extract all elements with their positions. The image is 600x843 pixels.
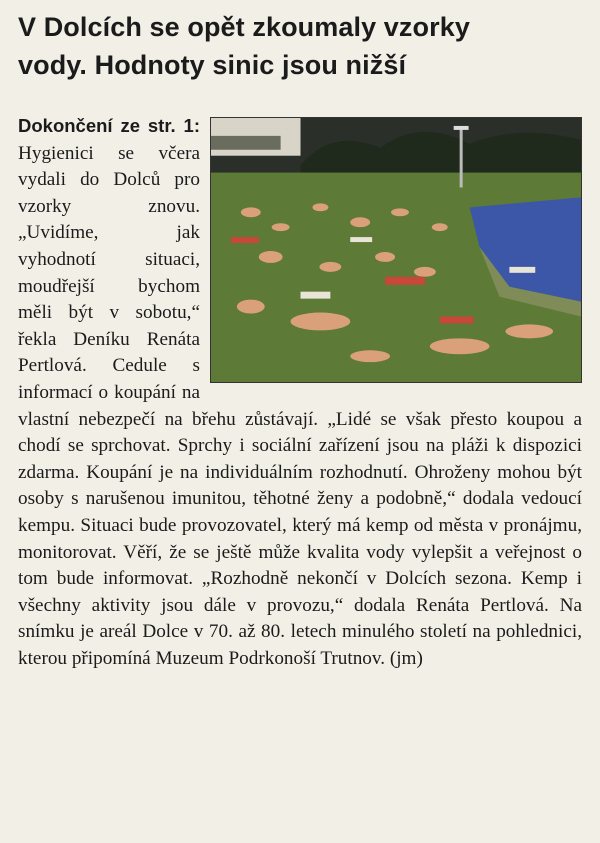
- beach-crowd-photo: [210, 117, 582, 383]
- article-body: [18, 113, 582, 672]
- article-headline: [18, 8, 582, 84]
- headline-line-2: vody. Hodnoty sinic jsou nižší: [18, 50, 407, 80]
- headline-line-1: V Dolcích se opět zkoumaly vzorky: [18, 12, 470, 42]
- photo-illustration: [211, 118, 581, 382]
- article-lead: Dokončení ze str. 1:: [18, 115, 200, 136]
- article-text: Hygienici se včera vydali do Dolců pro vzorky znovu. „Uvidíme, jak vyhodnotí situaci, moudřejší bychom měli být v sobotu,“ řekla Deníku Renáta Pertlová. Cedule s informací o koupání na vlastní nebezpečí na břehu zůstávají. „Lidé se však přesto koupou a chodí se sprchovat. Sprchy i sociální zařízení jsou na pláži k dispozici zdarma. Koupání je na individuálním rozhodnutí. Ohroženy mohou být osoby s narušenou imunitou, těhotné ženy a podobně,“ dodala vedoucí kempu. Situaci bude provozovatel, který má kemp od města v pronájmu, monitorovat. Věří, že se ještě může kvalita vody vylepšit a veřejnost o tom bude informovat. „Rozhodně nekončí v Dolcích sezona. Kemp i všechny aktivity jsou dále v provozu,“ dodala Renáta Pertlová. Na snímku je areál Dolce v 70. až 80. letech minulého století na pohlednici, kterou připomíná Muzeum Podrkonoší Trutnov. (jm): [18, 142, 582, 669]
